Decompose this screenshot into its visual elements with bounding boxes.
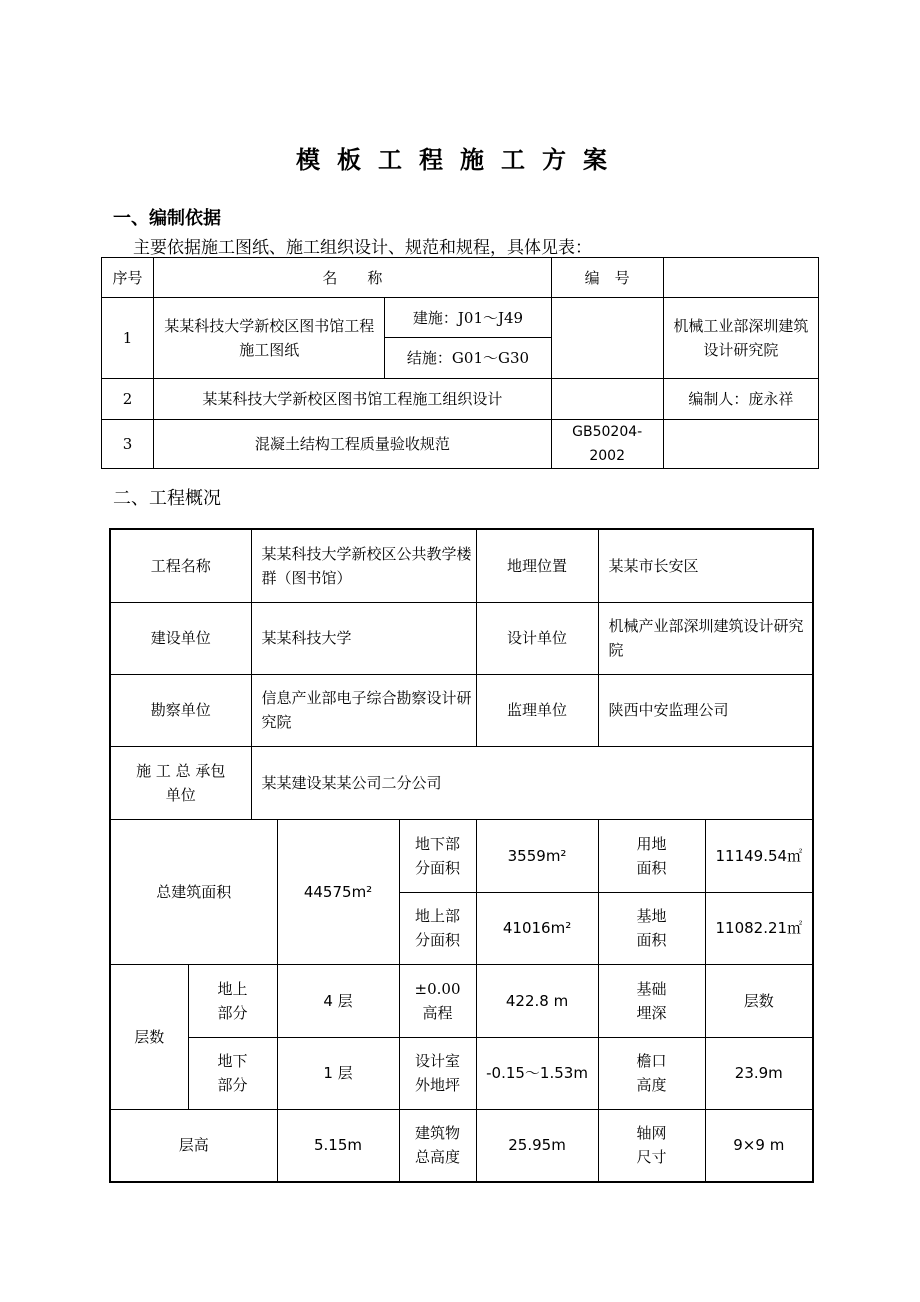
owner-label: 建设单位 xyxy=(110,602,251,674)
above-area xyxy=(476,892,598,964)
basis-table xyxy=(101,257,819,469)
header-code: 编 号 xyxy=(551,258,663,298)
base-area: 11082.21㎡ xyxy=(705,892,813,964)
above-floors: 4 层 xyxy=(277,964,399,1037)
row2-name: 某某科技大学新校区图书馆工程施工组织设计 xyxy=(154,379,552,420)
row2-no: 2 xyxy=(102,379,154,420)
total-area xyxy=(277,819,399,964)
row2-note: 编制人：庞永祥 xyxy=(663,379,818,420)
found-depth-label: 基础埋深 xyxy=(598,964,705,1037)
contractor: 某某建设某某公司二分公司 xyxy=(251,746,813,819)
found-depth: 层数 xyxy=(705,964,813,1037)
row3-name: 混凝土结构工程质量验收规范 xyxy=(154,420,552,469)
eave-label: 檐口高度 xyxy=(598,1037,705,1109)
outdoor-label: 设计室外地坪 xyxy=(399,1037,476,1109)
table-row xyxy=(110,1109,813,1182)
contractor-label: 施 工 总 承包单位 xyxy=(110,746,251,819)
sq-unit: m² xyxy=(550,919,572,937)
row3-code: GB50204-2002 xyxy=(551,420,663,469)
section1-heading: 一、编制依据 xyxy=(113,208,221,229)
under-area-label: 地下部分面积 xyxy=(399,819,476,892)
base-area-label: 基地面积 xyxy=(598,892,705,964)
section2-heading: 二、工程概况 xyxy=(113,488,221,509)
story-height: 5.15m xyxy=(277,1109,399,1182)
above-part-label: 地上部分 xyxy=(188,964,277,1037)
section1-intro: 主要依据施工图纸、施工组织设计、规范和规程，具体见表： xyxy=(133,238,592,258)
row3-no: 3 xyxy=(102,420,154,469)
location-label: 地理位置 xyxy=(476,529,598,602)
elev-label: ±0.00高程 xyxy=(399,964,476,1037)
project-name: 某某科技大学新校区公共教学楼群（图书馆） xyxy=(251,529,476,602)
header-note xyxy=(663,258,818,298)
table-row xyxy=(102,258,819,298)
table-row xyxy=(102,420,819,469)
supervisor: 陕西中安监理公司 xyxy=(598,674,813,746)
total-area-label: 总建筑面积 xyxy=(110,819,277,964)
eave: 23.9m xyxy=(705,1037,813,1109)
supervisor-label: 监理单位 xyxy=(476,674,598,746)
row1-note: 机械工业部深圳建筑设计研究院 xyxy=(663,298,818,379)
table-row xyxy=(110,602,813,674)
table-row xyxy=(102,298,819,338)
building-height: 25.95m xyxy=(476,1109,598,1182)
survey-label: 勘察单位 xyxy=(110,674,251,746)
under-part-label: 地下部分 xyxy=(188,1037,277,1109)
page-title: 模板工程施工方案 xyxy=(296,145,624,174)
header-no: 序号 xyxy=(102,258,154,298)
row1-code xyxy=(551,298,663,379)
outdoor: -0.15～1.53m xyxy=(476,1037,598,1109)
elev: 422.8 m xyxy=(476,964,598,1037)
sq-unit: m² xyxy=(351,882,373,901)
row3-note xyxy=(663,420,818,469)
total-area-value: 44575 xyxy=(303,882,352,901)
land-area-label: 用地面积 xyxy=(598,819,705,892)
row2-code xyxy=(551,379,663,420)
grid-size: 9×9 m xyxy=(705,1109,813,1182)
table-row xyxy=(110,529,813,602)
header-name: 名 称 xyxy=(154,258,552,298)
location: 某某市长安区 xyxy=(598,529,813,602)
row1-sub1: 建施：J01～J49 xyxy=(385,298,551,338)
land-area: 11149.54㎡ xyxy=(705,819,813,892)
table-row xyxy=(102,379,819,420)
table-row xyxy=(110,746,813,819)
row1-name: 某某科技大学新校区图书馆工程施工图纸 xyxy=(154,298,385,379)
above-area-label: 地上部分面积 xyxy=(399,892,476,964)
above-area-value: 41016 xyxy=(502,919,551,937)
owner: 某某科技大学 xyxy=(251,602,476,674)
survey: 信息产业部电子综合勘察设计研究院 xyxy=(251,674,476,746)
row1-sub2: 结施：G01～G30 xyxy=(385,338,551,379)
grid-label: 轴网尺寸 xyxy=(598,1109,705,1182)
table-row xyxy=(110,819,813,892)
building-height-label: 建筑物总高度 xyxy=(399,1109,476,1182)
row1-no: 1 xyxy=(102,298,154,379)
designer: 机械产业部深圳建筑设计研究院 xyxy=(598,602,813,674)
table-row xyxy=(110,674,813,746)
table-row xyxy=(110,1037,813,1109)
story-height-label: 层高 xyxy=(110,1109,277,1182)
under-area-value: 3559 xyxy=(507,846,546,865)
project-name-label: 工程名称 xyxy=(110,529,251,602)
table-row xyxy=(110,964,813,1037)
under-area xyxy=(476,819,598,892)
floors-label: 层数 xyxy=(110,964,188,1109)
designer-label: 设计单位 xyxy=(476,602,598,674)
under-floors: 1 层 xyxy=(277,1037,399,1109)
sq-unit: m² xyxy=(545,846,567,865)
overview-table xyxy=(109,528,814,1183)
